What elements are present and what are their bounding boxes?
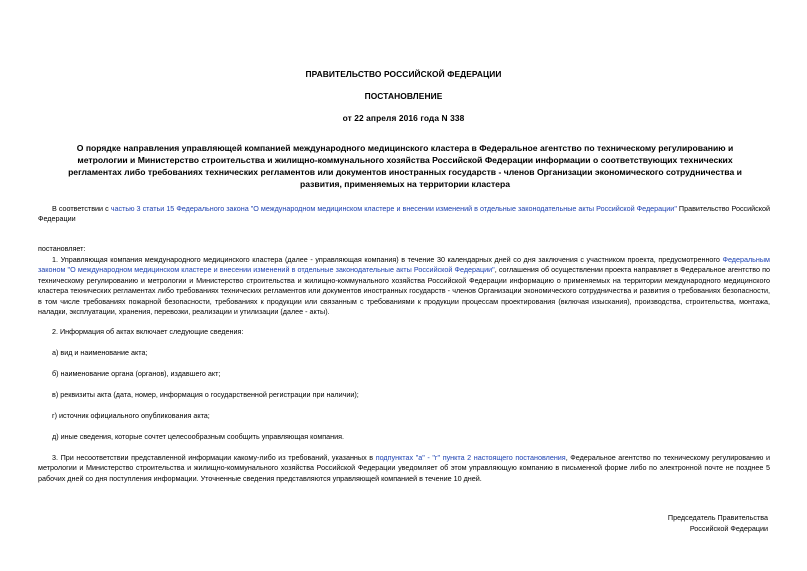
- paragraph-1-law-link[interactable]: Федеральным законом "О международном медицинском кластере и внесении изменений в отдельные законодательные акты Российской Федерации": [38, 255, 770, 275]
- preamble-law-link[interactable]: частью 3 статьи 15 Федерального закона "О международном медицинском кластере и внесении изменений в отдельные законодательные акты Российской Федерации": [110, 204, 677, 213]
- government-heading: ПРАВИТЕЛЬСТВО РОССИЙСКОЙ ФЕДЕРАЦИИ: [305, 69, 502, 79]
- paragraph-3-subitems-link[interactable]: подпунктах "а" - "г" пункта 2 настоящего постановления: [375, 453, 566, 462]
- paragraph-3-part2: , Федеральное агентство по техническому регулированию и метрологии и Министерство строительства и жилищно-коммунального хозяйства Российской Федерации уведомляет об этом управляющую компанию в письменной форме либо по электронной почте не позднее 5 рабочих дней со дня поступления информации. Уточненные сведения представляются управляющей компанией в течение 10 дней.: [38, 453, 770, 483]
- signature-block: [668, 512, 768, 534]
- decree-word: постановляет:: [38, 244, 86, 253]
- preamble-prefix: В соответствии с: [52, 204, 111, 213]
- paragraph-2: 2. Информация об актах включает следующие сведения:: [52, 327, 244, 336]
- item-g: г) источник официального опубликования акта;: [52, 411, 210, 420]
- signature-line-2: Российской Федерации: [689, 524, 768, 534]
- preamble-suffix: Правительство Российской Федерации: [38, 204, 770, 224]
- paragraph-3: [38, 453, 770, 484]
- item-b: б) наименование органа (органов), издавшего акт;: [52, 369, 221, 378]
- preamble: [38, 204, 770, 225]
- paragraph-1-part2: , соглашения об осуществлении проекта направляет в Федеральное агентство по техническому регулированию и метрологии и Министерство строительства и жилищно-коммунального хозяйства Российской Федерации информацию о применяемых на территории международного медицинского кластера технических регламентах либо требованиях технических регламентов или документов иностранных государств - членов Организации экономического сотрудничества и развития о требованиях безопасности, в том числе требованиях пожарной безопасности, требованиях к продукции или связанным с требованиями к продукции процессам проектирования (включая изыскания), производства, строительства, монтажа, наладки, эксплуатации, хранения, перевозки, реализации и утилизации (далее - акты).: [38, 265, 770, 317]
- document-title: О порядке направления управляющей компанией международного медицинского кластера в Федеральное агентство по техническому регулированию и метрологии и Министерство строительства и жилищно-коммунального хозяйства Российской Федерации информации о соответствующих технических регламентах либо требованиях технических регламентов или документов иностранных государств - членов Организации экономического сотрудничества и развития, применяемых на территории кластера: [68, 143, 742, 189]
- item-v: в) реквизиты акта (дата, номер, информация о государственной регистрации при наличии);: [52, 390, 359, 399]
- document-type: ПОСТАНОВЛЕНИЕ: [364, 91, 443, 101]
- paragraph-3-part1: 3. При несоответствии представленной информации какому-либо из требований, указанных в: [52, 453, 376, 462]
- paragraph-1: [38, 255, 770, 318]
- paragraph-1-part1: 1. Управляющая компания международного медицинского кластера (далее - управляющая компания) в течение 30 календарных дней со дня заключения с участником проекта, предусмотренного: [52, 255, 723, 264]
- document-date-number: от 22 апреля 2016 года N 338: [342, 113, 465, 123]
- signature-line-1: Председатель Правительства: [667, 513, 768, 522]
- item-d: д) иные сведения, которые сочтет целесообразным сообщить управляющая компания.: [52, 432, 345, 441]
- item-a: а) вид и наименование акта;: [52, 348, 148, 357]
